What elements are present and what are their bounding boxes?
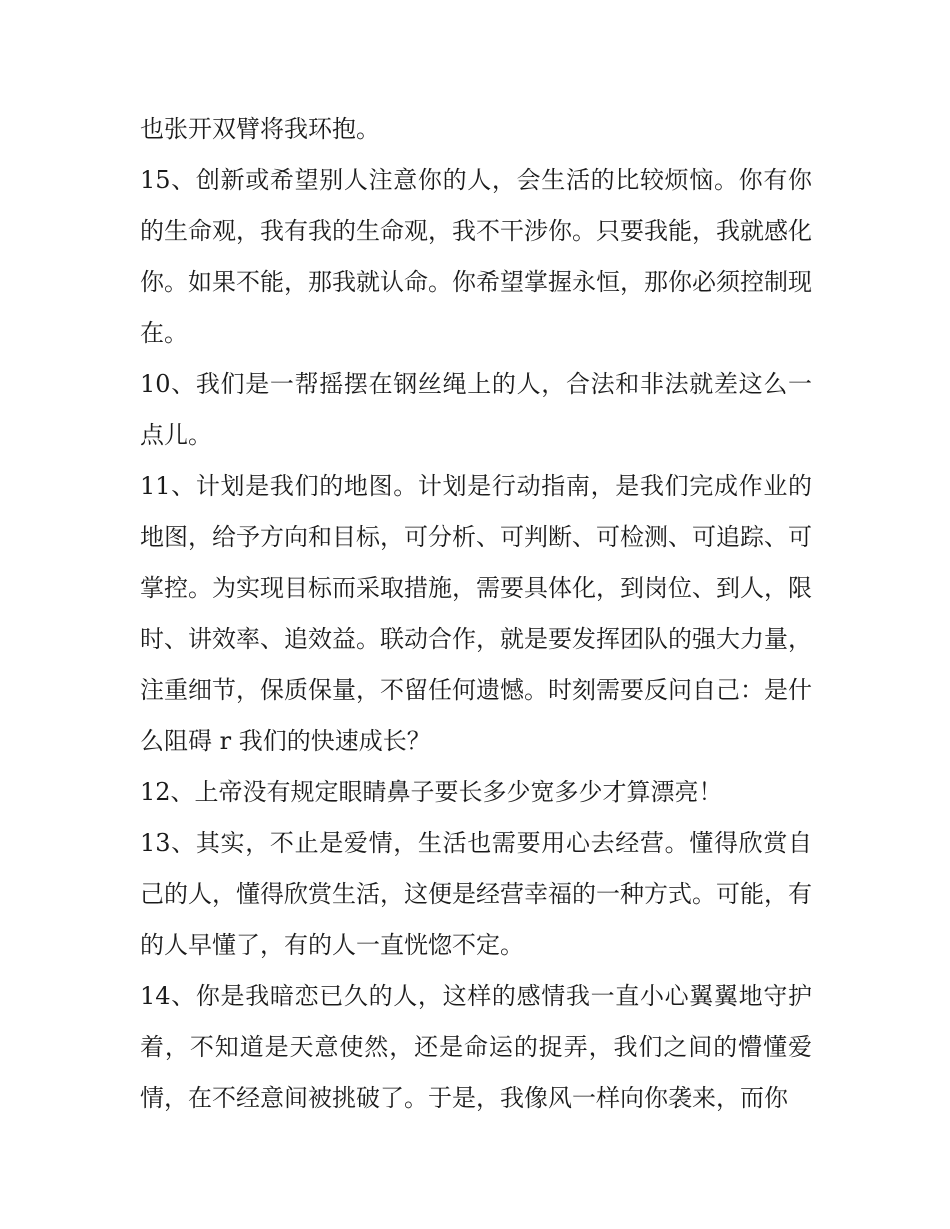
- paragraph-continuation: 也张开双臂将我环抱。: [140, 115, 380, 143]
- paragraph-11: 11、计划是我们的地图。计划是行动指南，是我们完成作业的地图，给予方向和目标，可分析、可判断、可检测、可追踪、可掌控。为实现目标而采取措施，需要具体化，到岗位、到人，限时、讲效率、追效益。联动合作，就是要发挥团队的强大力量，注重细节，保质保量，不留任何遗憾。时刻需要反问自己：是什么阻碍 r 我们的快速成长？: [140, 472, 812, 755]
- document-body: [140, 104, 812, 1124]
- paragraph-14: 14、你是我暗恋已久的人，这样的感情我一直小心翼翼地守护着，不知道是天意使然，还是命运的捉弄，我们之间的懵懂爱情，在不经意间被挑破了。于是，我像风一样向你袭来，而你: [140, 982, 812, 1112]
- paragraph-10: 10、我们是一帮摇摆在钢丝绳上的人，合法和非法就差这么一点儿。: [140, 370, 812, 449]
- paragraph-12: 12、上帝没有规定眼睛鼻子要长多少宽多少才算漂亮！: [140, 778, 723, 806]
- paragraph-13: 13、其实，不止是爱情，生活也需要用心去经营。懂得欣赏自己的人，懂得欣赏生活，这便是经营幸福的一种方式。可能，有的人早懂了，有的人一直恍惚不定。: [140, 829, 812, 959]
- paragraph-15: 15、创新或希望别人注意你的人，会生活的比较烦恼。你有你的生命观，我有我的生命观，我不干涉你。只要我能，我就感化你。如果不能，那我就认命。你希望掌握永恒，那你必须控制现在。: [140, 166, 812, 347]
